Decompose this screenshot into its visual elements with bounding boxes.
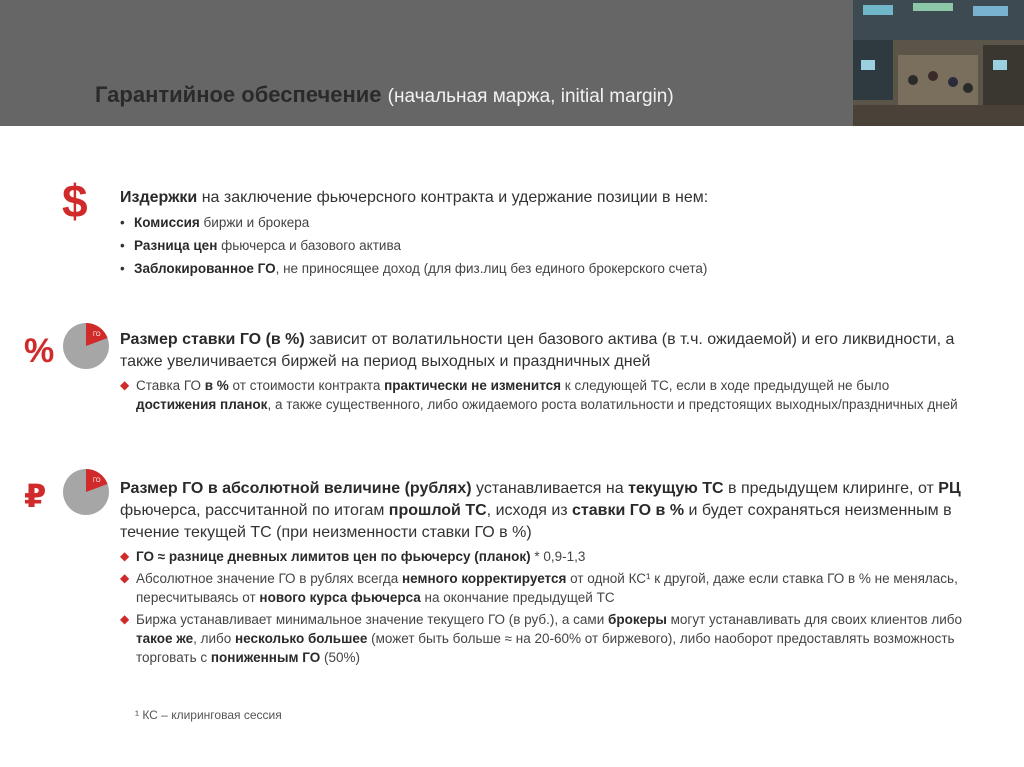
- section-absolute: [120, 478, 965, 667]
- bold-text: ГО ≈ разнице дневных лимитов цен по фьючерсу (планок): [136, 549, 531, 564]
- text-run: * 0,9-1,3: [530, 549, 586, 564]
- text-run: от стоимости контракта: [228, 378, 385, 393]
- text-run: Ставка ГО: [136, 378, 205, 393]
- bold-text: такое же: [136, 631, 194, 646]
- bullet-dot-icon: •: [120, 215, 125, 230]
- bold-text: Размер ставки ГО (в %): [120, 331, 305, 348]
- text-run: (может быть больше ≈ на 20-60% от биржевого), либо наоборот предоставлять возможность торговать с: [136, 631, 955, 665]
- text-run: фьючерса и базового актива: [217, 238, 401, 253]
- percent-icon: %: [24, 332, 55, 370]
- pie-chart-icon: [62, 468, 110, 516]
- text-run: зависит от волатильности цен базового актива (в т.ч. ожидаемой) и его ликвидности, а также увеличивается биржей на период выходных и праздничных дней: [120, 331, 955, 370]
- page-title: [95, 82, 674, 108]
- pie-label: ГО: [93, 332, 101, 338]
- section-rate: [120, 329, 960, 414]
- bold-text: брокеры: [608, 612, 667, 627]
- bold-text: нового курса фьючерса: [259, 590, 421, 605]
- section-costs: [120, 187, 880, 278]
- bullet-item: [120, 236, 880, 255]
- text-run: , а также существенного, либо ожидаемого роста волатильности и предстоящих выходных/праздничных дней: [267, 397, 958, 412]
- bold-text: пониженным ГО: [210, 650, 321, 665]
- dollar-icon: $: [62, 175, 88, 227]
- section-lead: [120, 187, 880, 209]
- bold-text: Разница цен: [134, 238, 218, 253]
- text-run: в предыдущем клиринге, от: [723, 480, 939, 497]
- bold-text: достижения планок: [136, 397, 268, 412]
- bullet-list: [120, 213, 880, 278]
- bold-text: несколько большее: [235, 631, 368, 646]
- bold-text: Издержки: [120, 189, 198, 206]
- trading-floor-photo: [853, 0, 1024, 126]
- bullet-dot-icon: •: [120, 238, 125, 253]
- text-run: , не приносящее доход (для физ.лиц без единого брокерского счета): [275, 261, 708, 276]
- bold-text: Комиссия: [134, 215, 200, 230]
- bullet-diamond-icon: ◆: [120, 612, 130, 626]
- text-run: Абсолютное значение ГО в рублях всегда: [136, 571, 402, 586]
- section-lead: [120, 478, 965, 544]
- text-run: (50%): [320, 650, 360, 665]
- title-subtitle: (начальная маржа, initial margin): [387, 86, 674, 107]
- text-run: биржи и брокера: [199, 215, 310, 230]
- text-run: могут устанавливать для своих клиентов либо: [666, 612, 963, 627]
- bullet-list: [120, 547, 965, 667]
- section-lead: [120, 329, 960, 373]
- text-run: , либо: [193, 631, 236, 646]
- text-run: на окончание предыдущей ТС: [420, 590, 615, 605]
- pie-label: ГО: [93, 478, 101, 484]
- bold-text: в %: [204, 378, 229, 393]
- bullet-item: [120, 376, 960, 414]
- bold-text: Размер ГО в абсолютной величине (рублях): [120, 480, 472, 497]
- bullet-list: [120, 376, 960, 414]
- text-run: к следующей ТС, если в ходе предыдущей не было: [561, 378, 890, 393]
- bullet-item: [120, 569, 965, 607]
- text-run: от одной КС¹ к другой, даже если ставка ГО в % не менялась, пересчитываясь от: [136, 571, 958, 605]
- bullet-diamond-icon: ◆: [120, 378, 130, 392]
- bullet-dot-icon: •: [120, 261, 125, 276]
- text-run: устанавливается на: [471, 480, 629, 497]
- bullet-item: [120, 547, 965, 566]
- text-run: на заключение фьючерсного контракта и удержание позиции в нем:: [197, 189, 709, 206]
- ruble-icon: ₽: [24, 478, 47, 514]
- bold-text: Заблокированное ГО: [134, 261, 276, 276]
- title-main: Гарантийное обеспечение: [95, 82, 382, 107]
- text-run: , исходя из: [486, 502, 573, 519]
- bold-text: практически не изменится: [384, 378, 562, 393]
- footnote: ¹ КС – клиринговая сессия: [135, 708, 282, 722]
- header-bar: [0, 0, 1024, 126]
- bold-text: РЦ: [938, 480, 961, 497]
- text-run: Биржа устанавливает минимальное значение текущего ГО (в руб.), а сами: [136, 612, 608, 627]
- bullet-item: [120, 259, 880, 278]
- bullet-item: [120, 213, 880, 232]
- text-run: и будет сохраняться неизменным в течение текущей ТС (при неизменности ставки ГО в %): [120, 502, 952, 541]
- bold-text: текущую ТС: [628, 480, 724, 497]
- bullet-diamond-icon: ◆: [120, 571, 130, 585]
- pie-chart-icon: [62, 322, 110, 370]
- bold-text: ставки ГО в %: [572, 502, 685, 519]
- text-run: фьючерса, рассчитанной по итогам: [120, 502, 389, 519]
- bold-text: прошлой ТС: [388, 502, 487, 519]
- bullet-diamond-icon: ◆: [120, 549, 130, 563]
- bullet-item: [120, 610, 965, 667]
- bold-text: немного корректируется: [402, 571, 567, 586]
